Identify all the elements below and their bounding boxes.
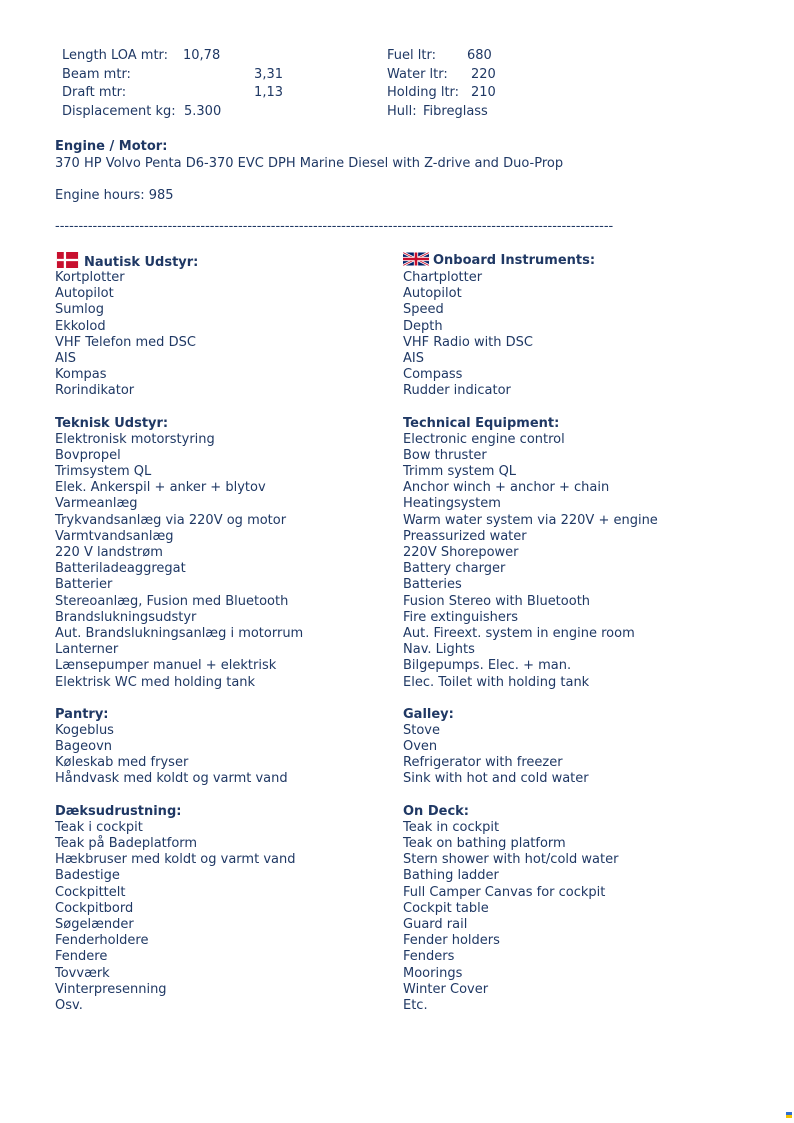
list-item: Refrigerator with freezer (403, 755, 563, 771)
list-item: Compass (403, 367, 463, 383)
list-item: Sumlog (55, 302, 104, 318)
list-item: Batteriladeaggregat (55, 561, 186, 577)
spec-value: 5.300 (184, 104, 222, 119)
list-item: Autopilot (403, 286, 462, 302)
list-item: Chartplotter (403, 270, 483, 285)
list-item: Autopilot (55, 286, 114, 302)
spec-draft (62, 84, 302, 103)
engine-description: 370 HP Volvo Penta D6-370 EVC DPH Marine Diesel with Z-drive and Duo-Prop (55, 156, 564, 171)
list-item: Elec. Toilet with holding tank (403, 674, 590, 690)
pantry-list-da (55, 723, 395, 788)
list-item: Heatingsystem (403, 496, 501, 512)
list-item: Lanterner (55, 642, 119, 658)
list-item: Winter Cover (403, 981, 489, 997)
list-item: Bilgepumps. Elec. + man. (403, 658, 572, 674)
list-item: Cockpittelt (55, 884, 126, 900)
list-item: Søgelænder (55, 916, 134, 932)
list-item: Batterier (55, 577, 113, 593)
list-item: 220 V landstrøm (55, 545, 163, 560)
spec-value: 210 (471, 85, 496, 100)
list-item: Bathing ladder (403, 868, 499, 884)
list-item: Varmeanlæg (55, 496, 138, 512)
list-item: Trykvandsanlæg via 220V og motor (55, 512, 287, 528)
list-item: VHF Telefon med DSC (55, 334, 196, 350)
spec-value: 220 (471, 67, 496, 82)
list-item: Kompas (55, 367, 107, 383)
danish-flag-icon (55, 252, 80, 268)
list-item: Badestige (55, 868, 120, 884)
list-item: Speed (403, 302, 444, 318)
spec-label: Length LOA mtr: (62, 48, 169, 63)
spec-value: 3,31 (254, 67, 283, 82)
list-item: Bovpropel (55, 447, 121, 463)
list-item: Håndvask med koldt og varmt vand (55, 771, 288, 787)
spec-water (387, 66, 587, 85)
spec-value: 1,13 (254, 85, 283, 100)
spec-label: Displacement kg: (62, 104, 176, 119)
spec-value: Fibreglass (423, 104, 488, 119)
spec-displacement (62, 103, 302, 122)
spec-length (62, 47, 302, 66)
list-item: Trimsystem QL (55, 464, 152, 480)
heading-text: Onboard Instruments: (433, 253, 596, 268)
list-item: Stern shower with hot/cold water (403, 852, 619, 868)
list-item: Varmtvandsanlæg (55, 528, 174, 544)
list-item: Preassurized water (403, 528, 527, 544)
list-item: Full Camper Canvas for cockpit (403, 884, 606, 900)
list-item: Køleskab med fryser (55, 755, 189, 771)
engine-hours: Engine hours: 985 (55, 188, 174, 203)
list-item: Kortplotter (55, 270, 125, 285)
list-item: Fender holders (403, 933, 500, 949)
nautical-heading-en (403, 252, 743, 270)
engine-heading: Engine / Motor: (55, 139, 168, 154)
list-item: Rorindikator (55, 383, 135, 399)
galley-heading-en: Galley: (403, 706, 454, 722)
list-item: Aut. Fireext. system in engine room (403, 625, 635, 641)
deck-list-en (403, 820, 743, 1014)
list-item: Sink with hot and cold water (403, 771, 589, 787)
list-item: Aut. Brandslukningsanlæg i motorrum (55, 625, 304, 641)
english-column (403, 252, 743, 1014)
spec-beam (62, 66, 302, 85)
corner-mark-icon (786, 1112, 792, 1118)
deck-heading-da: Dæksudrustning: (55, 803, 182, 819)
list-item: Bageovn (55, 739, 113, 755)
list-item: Electronic engine control (403, 431, 565, 447)
list-item: Rudder indicator (403, 383, 511, 399)
spec-label: Fuel ltr: (387, 48, 436, 63)
list-item: Teak i cockpit (55, 819, 143, 835)
list-item: Cockpit table (403, 900, 489, 916)
list-item: Warm water system via 220V + engine (403, 512, 658, 528)
spec-fuel (387, 47, 587, 66)
union-jack-icon (403, 252, 429, 266)
list-item: Oven (403, 739, 438, 755)
list-item: Kogeblus (55, 722, 114, 738)
deck-heading-en: On Deck: (403, 803, 469, 819)
list-item: Ekkolod (55, 318, 106, 334)
list-item: Teak in cockpit (403, 819, 500, 835)
spec-value: 10,78 (183, 48, 221, 63)
list-item: Fenderholdere (55, 933, 149, 949)
list-item: AIS (403, 350, 424, 366)
list-item: Depth (403, 318, 443, 334)
list-item: Stereoanlæg, Fusion med Bluetooth (55, 593, 289, 609)
technical-list-da (55, 432, 395, 691)
technical-list-en (403, 432, 743, 691)
nautical-heading-da (55, 252, 395, 270)
list-item: Hækbruser med koldt og varmt vand (55, 852, 296, 868)
heading-text: Nautisk Udstyr: (84, 255, 199, 270)
list-item: Fire extinguishers (403, 609, 518, 625)
spec-label: Hull: (387, 104, 417, 119)
list-item: Brandslukningsudstyr (55, 609, 197, 625)
spec-label: Water ltr: (387, 67, 448, 82)
nautical-list-en (403, 270, 743, 400)
list-item: Battery charger (403, 561, 506, 577)
spec-label: Beam mtr: (62, 67, 131, 82)
galley-list-en (403, 723, 743, 788)
list-item: Batteries (403, 577, 462, 593)
list-item: Fenders (403, 949, 455, 965)
spec-hull (387, 103, 587, 122)
list-item: Osv. (55, 997, 83, 1013)
list-item: Teak on bathing platform (403, 836, 566, 851)
section-divider: ----------------------------------------------------------------------------------------------------------------------- (55, 219, 614, 234)
list-item: Trimm system QL (403, 464, 517, 480)
spec-label: Draft mtr: (62, 85, 127, 100)
technical-heading-en: Technical Equipment: (403, 415, 560, 431)
list-item: Stove (403, 722, 440, 738)
list-item: Moorings (403, 965, 463, 981)
list-item: Nav. Lights (403, 642, 475, 658)
list-item: Teak på Badeplatform (55, 836, 198, 851)
list-item: AIS (55, 350, 76, 366)
list-item: Guard rail (403, 916, 468, 932)
list-item: Etc. (403, 997, 428, 1013)
list-item: VHF Radio with DSC (403, 334, 533, 350)
list-item: Anchor winch + anchor + chain (403, 480, 610, 496)
nautical-list-da (55, 270, 395, 400)
technical-heading-da: Teknisk Udstyr: (55, 415, 169, 431)
danish-column (55, 252, 395, 1014)
spec-label: Holding ltr: (387, 85, 460, 100)
list-item: 220V Shorepower (403, 545, 519, 560)
list-item: Elektronisk motorstyring (55, 431, 215, 447)
list-item: Fendere (55, 949, 108, 965)
list-item: Tovværk (55, 965, 110, 981)
pantry-heading-da: Pantry: (55, 706, 109, 722)
deck-list-da (55, 820, 395, 1014)
list-item: Bow thruster (403, 447, 487, 463)
spec-holding (387, 84, 587, 103)
list-item: Elek. Ankerspil + anker + blytov (55, 480, 266, 496)
spec-value: 680 (467, 48, 492, 63)
list-item: Vinterpresenning (55, 981, 167, 997)
list-item: Lænsepumper manuel + elektrisk (55, 658, 277, 674)
list-item: Elektrisk WC med holding tank (55, 674, 256, 690)
list-item: Fusion Stereo with Bluetooth (403, 593, 591, 609)
list-item: Cockpitbord (55, 900, 134, 916)
